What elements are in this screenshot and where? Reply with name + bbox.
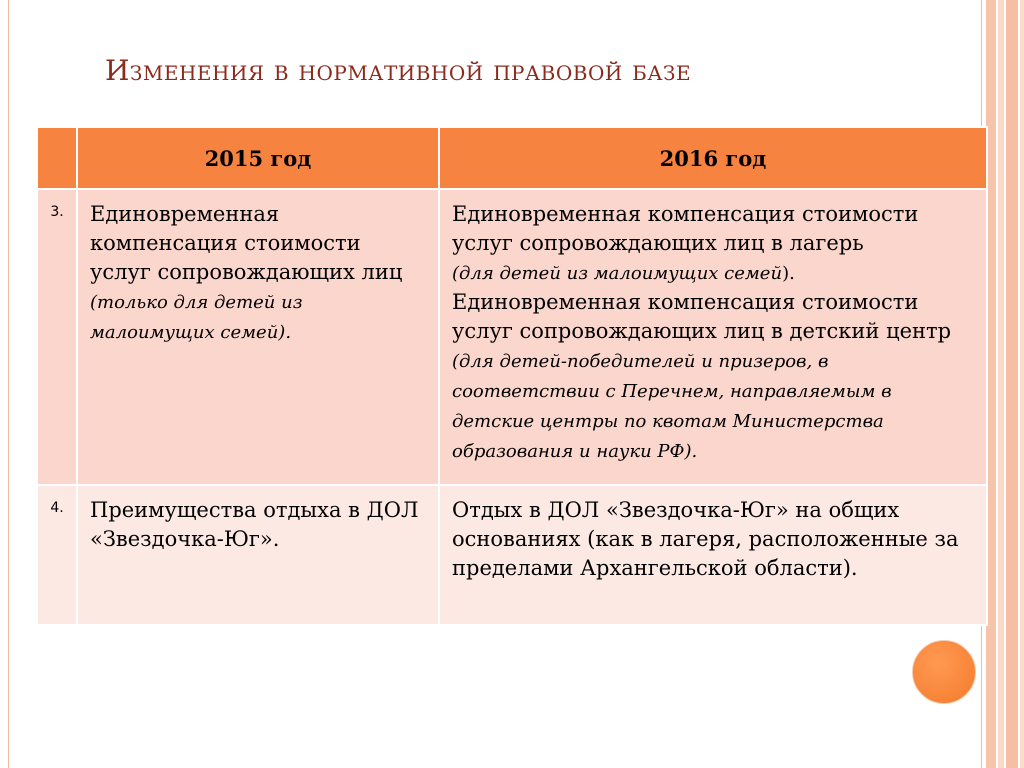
header-2016: 2016 год (439, 127, 987, 189)
decor-circle (912, 640, 976, 704)
header-num (37, 127, 77, 189)
cell-paragraph (452, 288, 976, 466)
cell-text: Единовременная компенсация стоимости услуг сопровождающих лиц в детский центр (452, 290, 952, 343)
cell-2016 (439, 189, 987, 485)
cell-note: (только для детей из малоимущих семей). (90, 292, 303, 343)
cell-note: (для детей из малоимущих семей (452, 263, 783, 284)
header-2015: 2015 год (77, 127, 439, 189)
decor-stripe (1020, 0, 1024, 768)
cell-note-tail: ). (782, 263, 795, 284)
table-row (37, 189, 987, 485)
cell-2016: Отдых в ДОЛ «Звездочка-Юг» на общих основаниях (как в лагеря, расположенные за пределами Архангельской области). (439, 485, 987, 625)
table-row (37, 485, 987, 625)
cell-2015: Преимущества отдыха в ДОЛ «Звездочка-Юг». (77, 485, 439, 625)
cell-text: Единовременная компенсация стоимости услуг сопровождающих лиц (90, 202, 403, 284)
cell-note: (для детей-победителей и призеров, в соответствии с Перечнем, направляемым в детские центры по квотам Министерства образования и науки РФ). (452, 351, 892, 462)
table-header-row (37, 127, 987, 189)
row-number: 4. (37, 485, 77, 625)
cell-paragraph (452, 200, 976, 288)
slide-title: Изменения в нормативной правовой базе (105, 54, 692, 87)
comparison-table (36, 126, 988, 626)
cell-text: Единовременная компенсация стоимости услуг сопровождающих лиц в лагерь (452, 202, 919, 255)
decor-stripe (1006, 0, 1018, 768)
row-number: 3. (37, 189, 77, 485)
decor-stripe (998, 0, 1004, 768)
cell-2015 (77, 189, 439, 485)
